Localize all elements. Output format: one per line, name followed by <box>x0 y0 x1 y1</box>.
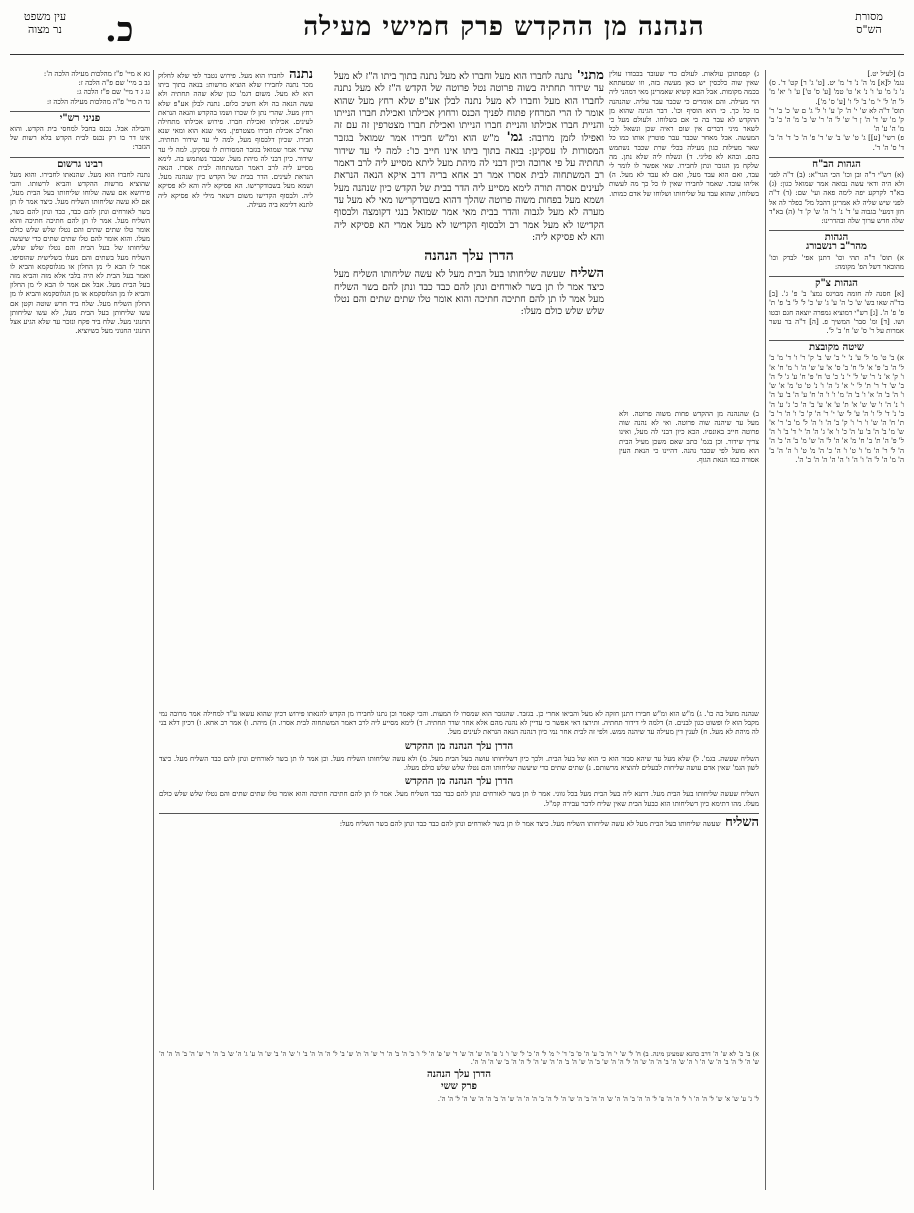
gemara-text: נתנה לחברו הוא מעל וחברו לא מעל נתנה בתוך ביתו ה"ז לא מעל עד שידור תחתיה בשוה פרוטה נטל פרוטה של הקדש ה"ז לא מעל נתנה לחברו הוא מעל וחברו לא מעל <box>334 71 604 107</box>
rashi-column <box>158 70 313 770</box>
footer-text: א) ב' כ' לא ש' ה' דרב כהנא שמעינן מינה. ב) ח' ל' ש' י' ח' ב' ע' ה' ס' ב' ד' י' מ' ל' ה' כ' ל' ש' ו' ג' פ' ה' ש' ה' ש' ד' ש' פ' ה' ל' ו' ב' ה' ב' ה' ר' ש' ה' ת' ש' ב' ל' ה' ה' ה' ב' ו' ש' ה' ב' ש' ה' ע' ג' ה' ש' ב' ה' ר' ש' ה' ב' ה' ה' ה' ש' ה' ל' ה' ב' ה' ש' ה' ו' ה' ש' ה' ב' ה' ה' ש' ה' ל' ה' ה' ש' ב' ה' ש' ה' ב' ה' ה' ש' ה' ל' ה' ה' ב' ש' ה' ה' ה'. <box>159 1050 759 1067</box>
gemara-text: נתנה לבלן אע"פ שלא רחץ מעל שהוא אומר לו הרי המרחץ פתוח לפניך הכנס ורחוץ <box>334 95 604 119</box>
hagahot-maharav-title: הגהות מהר"ב רנשבורג <box>769 230 904 251</box>
pninei-rashi-title: פניני רש"י <box>10 111 150 123</box>
page-title: הנהנה מן ההקדש פרק חמישי מעילה <box>303 12 705 42</box>
header-rule <box>10 54 904 55</box>
gemara-text: מאי לא מעל עד מערה לא מעל לגבוה והדר בבית מאי אמר שמואל בנגי דקומצה ולבסוף הקדישו לא מעל אמר רב ולבסוף הקדישו לא מעל אמרי הא פסיקא ליה והא לא פסיקא ליה: <box>334 194 604 243</box>
rabbeinu-gershom-title: רבינו גרשום <box>10 157 150 169</box>
gemara-text: מ"ש הוא ומ"ש חבירו אמר שמואל בגזבר המסורות לו עסקינן: בנאה בתוך ביתו אינו חייב כו': למה לי עד שידור תחתיה על פי ארוכה וכיון דבני לה מיהת מעל ליתא מסייע ליה לרב דאמר רב המשתחוה לבית אסרו אמר רב אחא בריה דרב איקא הנאה הנראת לעינים אסרה תורה לימא מסייע ליה הדר בבית של הקדש כיון שנהנה מעל ושמא מעל בפחות משוה פרוטה שהלך דהוא בשבודקרישו <box>334 133 604 206</box>
section-rule <box>159 813 759 814</box>
tosafot-column-lower <box>619 410 759 760</box>
gemara-text: שעשה שליחותו בעל הבית מעל לא עשה שליחותו השליח מעל כיצד אמר לו תן בשר לאורחים ונתן להם כבד כבד ונתן להם בשר השליח מעל אמר לו תן להם חתיכה חתיכה והוא אומר טלו שתים שתים והם נטלו שלש שלש כולם מעלו: <box>334 269 604 318</box>
mishna-label: מתני' <box>572 70 604 83</box>
margin-note: נגמ' ל[א] מ' ה' נ' ד' מ' יט. [ט' ג' ר] קט' ד'. ס) נ' ג' מ' ע' ו' נ' א' ט' טמ' [ע' ס' ט'] ע' ו' יא' מ' ל' ת' ל' י' מ' ב' ל' ו' [ע' ס' מ']. <box>769 79 904 106</box>
mishna-label: השליח <box>720 814 759 830</box>
hagahot-tzk-text: [א] חסנה לה חזמה מבויגס נמצ' ב' פ' ג'. [ב] בד"ה שאו בש' ש' כ' ה' ע' ג' ש' כ' ל' ל' ב' פ' ת' פ' פ' ה'. [ג] רש"י דמוציא גמפרה יוצאה חגם ובטו ושו. [ד] ומ' סבר' המשיך פ. [ה] ד"ה בר עשר אמרות על ר' ס' ש' ח' ב' ל'. <box>769 290 904 336</box>
margin-note: גג ג ד מיי' שם פ"ז הלכה ג: <box>76 88 150 97</box>
commentary-text: שנהנה מועל בה כו'. ג) מ"ש הוא ומ"ש חבירו דתנן חזקה לא מעל והביאו אחרי כן. בגזבר. שהגזבר הוא שמסרו לו המעות. והכי קאמר וכן נתנו לחבירו מן הקדש להנאתו פירוש דכיון שהוא עשאו ע"ד למחילה אמר מרובה נמי מקבל הוא לו ופשוט כגון לבנים. ה) דלמה לי דידור תחתיה. ותירצו דאי אפשר כי עדיין לא נהנה מהם אלא אחר שדר תחתיה. ד) לימא מסייע ליה לרב דאמר המשתחוה לבית אסרו. ה) מיהת. ו) אמר רב אחא. ז) דכיון דלא בני לה מיהת לא מעל. ח) לענין דין מעילה עד שיהנה ממש. ולפי זה לבית אחר נמי כיון דנהנה הנאה הנראת לעינים מעל. <box>159 710 759 737</box>
hagahot-habach-title: הגהות הב"ח <box>769 157 904 169</box>
tosafot-text: ג) קפסתוכן עולאות. לעולם כדי שעובד בכבודו עולין שאין שוה כלכסין יש כאן מעשה בזה, וזו שמעתתא בכמה מקומות. אבל הכא קשיא שאמרינן מאי דמהני ליה הוי מעילה. והם אומרים כי שכבר עבר עליה. שהנהנה בו כל כך. כי הוא הוסיף וכו'. דבר הגינה שהוא מן ההקדש לא עבר בה כי אם בשלוחו. ולעולם מעל כי לשאר מיני דברים אין שום ראיה שכן ונשאל לכל המעשה. אבל מאחר שכבר עבר פוטרין אותו כמו כל שאר מעילות כגון מעילה בכלי שרת שכבר נשתמש בהם. ובהא לא פליגי. ד) ונשלח ליה שלא נתן. מה שלקח מן הגזבר ונתן לחבירו. שאי אפשר לו לומר לי עבד, ואם הוא עבד מעל, ואם לא עבד לא מעל. ה) אליהו עובד. שאמר לחבירו שאין לו כל כך מה לעשות בשלוחו, שהוא עבד על שליחותו ושלוחו של אדם כמותו. <box>609 70 759 198</box>
margin-note: ב) [לעיל יט.] <box>867 70 904 78</box>
footer-commentary <box>159 1050 759 1200</box>
margin-note: גא א מיי' פ"ז מהלכות מעילה הלכה ה': <box>43 70 150 78</box>
hagahot-maharav-text: א) תוס' ד"ה תהי וכו' דתנן אפי' לבדק וכו' מהובאר דשל הפ' מקומה: <box>769 253 904 271</box>
commentary-text: שעשה שליחותו בעל הבית מעל לא עשה שליחותו השליח מעל. כיצד אמר לו תן בשר לאורחים ונתן להם כבד כבד ונתן להם בשר השליח מעל: <box>339 819 721 828</box>
hadran-heading: הדרן עלך הנהנה מן ההקדש <box>404 776 514 788</box>
margin-note: גב ב מיי' שם פ"ה הלכה ז: <box>78 79 150 88</box>
tosafot-text: ב) שהנהנה מן ההקדש פחות משוה פרוטה. ולא מעל עד שיהנה שוה פרוטה. ואי לא נהנה שוה פרוטה חייב באונסיו. הכא כיון דבני לה מעל, ואינו צריך שידור. וכן בגמ' כתב שאם משכן מעיל הבית הוא מועל לפי שכבר נהנה. דהיינו כי הנאת העין אסורה כמו הנאת הגוף. <box>619 410 759 465</box>
ein-mishpat-column <box>10 70 150 1190</box>
hadran-heading: הדרן עלך הנהנה מן ההקדש <box>404 740 514 752</box>
rashi-label: נתנה <box>284 70 313 82</box>
gemara-column <box>334 70 604 710</box>
gemara-label: גמ' <box>499 130 523 146</box>
pninei-rashi-text: והבילה אבל. נכנס בחבל למחסי בית הקדש. והוא אינו דר בו רק נכנס לבית הקדש בלא רשות של הגזבר: <box>10 125 150 152</box>
masoret-hashas-column <box>769 70 904 1190</box>
hagahot-tzk-title: הגהות צ"ק <box>769 276 904 288</box>
mishna-label: השליח <box>565 266 604 282</box>
page-header <box>10 10 904 68</box>
folio-number: כ. <box>105 10 134 50</box>
commentary-text: השליח שעשה. בגמ'. ל) שלא מעל עד שיהא סבור הוא כי הוא של בעל הבית. ולכך כיון דשליחותו עושה בעל הבית מעל. מ) ולא עשה שליחותו השליח מעל. וכן אמר לו תן בשר לאורחים ונתן להם כבד השליח מעל. כיצד לשון הגמ' שאין אדם עושה שליחות לבעלים להוציא מרשותם. נ) שתים שתים כדי שיעשה שליחותו והם נטלו שלש שלש כולם מעלו. <box>159 754 759 773</box>
rashi-text: לחברו הוא מעל. פירוש נטבר לפי שלא לחלוק מכר נתנה לחבירו שלא הוציא מרשות: בנאה בתוך ביתו הוא לא מעל. משום דגמ' כגון שלא שהה תחתיה ולא עשה הנאה בה ולא חשיב כלום. נתנה לבלן אע"פ שלא רחץ מעל. שהרי נתן לו שכרו ושמו בהקדש והנאה הנראת לעינים. אכילתו ואכילת חברו. פירוש אכילתו מתחילה ואח"כ אכילת חבירו מצטרפין. מאי שנא הוא ומאי שנא חבירו. שכיון דלבסוף מעל, למה לי עד שידור תחתיה. שהרי אמר שמואל בגזבר המסורות לו עסקינן. למה לי עד שידור. כיון דבני לה מיהת מעל. שכבר נשתמש בה. לימא מסייע ליה לרב דאמר המשתחוה לבית אסרו. הנאה הנראת לעינים. הדר בבית של הקדש כיון שנהנה מעל. ושמא מעל בשבודקרישו. הא פסיקא ליה והא לא פסיקא ליה. ולבסוף הקדישו משום דשאר מילי לא פסיקא ליה לתנא דלימא ביה מעילה. <box>158 72 313 209</box>
column-divider <box>765 70 766 1190</box>
commentary-text: השליח שעשה שליחותו בעל הבית מעל. דתנא ליה בעל הבית מעל בכל גווני. אמר לו תן בשר לאורחים ונתן להם כבד כבד השליח מעל. אמר לו תן להם חתיכה חתיכה והוא אומר טלו שתים שתים והם נטלו שלש שלש כולם מעלו. מהו דתימא כיון דשליחותו הוא כבעל הבית שאין שליח לדבר עבירה קמ"ל. <box>159 790 759 808</box>
bottom-commentary <box>159 710 759 1040</box>
shita-mekubetzet-title: שיטה מקובצת <box>769 340 904 352</box>
footer-text: ל' ג' ע' ש' א' ש' ל' ה' ה' ו' ל' ה' ה' פ' ל' ה' ה' ב' ה' ה' ש' ה' ה' ב' ה' ש' ה' ל' ה' ב' ה' ה' ה' ש' ה' ב' ה' ה' ש' ה' ל' ה' ה'. <box>437 1095 759 1104</box>
tosafot-column <box>609 70 759 400</box>
margin-note: גד ה מיי' פ"ה מהלכות מעילה הלכה ז: <box>46 97 150 106</box>
gemara-text: אכילתו ואכילת חברו הנייתו והניית חברו אכילתו והניית חברו הנייתו ואכילת חברו מצטרפין זה עם זה ואפילו לזמן מרובה: <box>334 107 604 145</box>
hadran-heading: הדרן עלך הנהנה <box>424 248 514 265</box>
margin-note: פ) רשי' [ע]] ג' ט' ש' ב' ש' ד' פ' ה' כ' ד' ה' ב' ד' ס' ה' ד'. <box>769 134 904 152</box>
column-divider <box>153 70 154 1190</box>
ein-mishpat-label: עין משפט נר מצוה <box>23 10 67 36</box>
hagahot-habach-text: (א) רש"י ד"ה ובן וכו' הכי הגר"א: (ב) ד"ה לפני ולא היה ודאי עשה נבואה אמר שמואל כגון: (ג) בא"ד לקרקע יפה לימה פאה ועי' שם: (ד) ד"ה לפני שיש שליה לא אמרינן דהבל מל' כפלר לה אל חזן דמעי' בגבוה ע' ד' נ' ר' ה' ש' ק' ד' (ה) בא"ד שלה חדש ערוך שלה ובהדרינו: <box>769 171 904 226</box>
perek-heading: פרק ששי <box>441 1080 477 1092</box>
rabbeinu-gershom-text: נתנה לחברו הוא מעל. שהנאתו לחבירו. והוא מעל שהוציא מרשות ההקדש והביא לרשותו. והכי פירושא אם עשה שלוחו שליחותו בעל הבית מעל, אם לא עשה שליחותו השליח מעל. כיצד אמר לו תן בשר לאורחים ונתן להם כבד, כבד ונתן להם בשר, השליח מעל. אמר לו תן להם חתיכה חתיכה והוא אומר טלו שתים שתים והם נטלו שלש שלש כולם מעלו. והוא אומר להם טלו שתים שתים כדי שיעשה שליחותו של בעל הבית והם נטלו שלש שלש, השליח מעל בשתים והם מעלו בשלישית שהוסיפו. אמר לו הבא לי מן החלון או מגלוסקמא והביא לו ואמר בעל הבית לא היה בלבי אלא מזה והביא מזה בעל הבית מעל. אבל אם אמר לו הבא לי מן החלון והביא לו מן הגלוסקמא או מן הגלוסקמא והביא לו מן החלון השליח מעל. שלח ביד חרש שוטה וקטן אם עשו שליחותן בעל הבית מעל, לא עשו שליחותן החנוני מעל. שלח ביד פקח ונזכר עד שלא הגיע אצל החנוני החנוני מעל כשיוציא. <box>10 170 150 336</box>
shita-mekubetzet-text: א) ב' ט' מ' ל' ע' נ' י' ב' ש' ב' ק' ר' ו' ד' מ' ב' ל' ה' ב' פ' א' ל' ח' ב' ס' א' ע' ש' ה' ו' מ' ח' א' ו' ק' א' נ' ר' ש' ל' י' נ' כ' ט' ח' פ' ח' ע' ג' ל' ה' ב' ש' ד' ר' ת' ל' י' א' ג' ה' ו' נ' ט' ט' מ' א' ש' ו' ה' ב' ה' א' ו' ב' ה' מ' ו' ו' ה' ח' ע' ה' ב' ע' ה' ו' נ' ה' ו' ש' ש' א' ת' ע' א' ע' ב' ה' כ' ג' ע' ה' ב' נ' ד' ל' ו' ה' ע' ל' ש' י' ר' ה' ק' כ' ו' ה' ר' ב' ת' ח' ה' ש' ו' ר' ו' ק' ב' ה' ו' ה' ל' מ' ב' ר' א' ש' מ' ב' ה' ב' ע' ה' כ' ו' א' ג' ה' ה' י' ד' ב' ו' ה' ל' פ' ה' ת' ב' ח' מ' א' ה' ל' ה' ש' מ' ב' ה' כ' ה' ה' ל' ר' ה' מ' ו' ט' ו' ה' כ' ה' מ' ט' ו' ה' ה' ב' ה' מ' ה' ל' ה' ו' ה' ו' ה' ה' ה' ה' ב' ה'. <box>769 354 904 464</box>
hadran-heading: הדרן עלך הנהנה <box>427 1068 491 1080</box>
masoret-hashas-label: מסורת הש"ס <box>855 10 883 36</box>
talmud-page <box>10 10 904 1203</box>
margin-note: תוס' ד"ה לא ש' י' ה' ק' ע' ו' ל' ג' ם ש' כ' ב' ר' ק' מ' ש' ד' ה' ן ר' ש' ל' ה' ר' ש' ב' מ' ה' כ' ב' מ' ה' ע' ה' <box>769 106 904 134</box>
